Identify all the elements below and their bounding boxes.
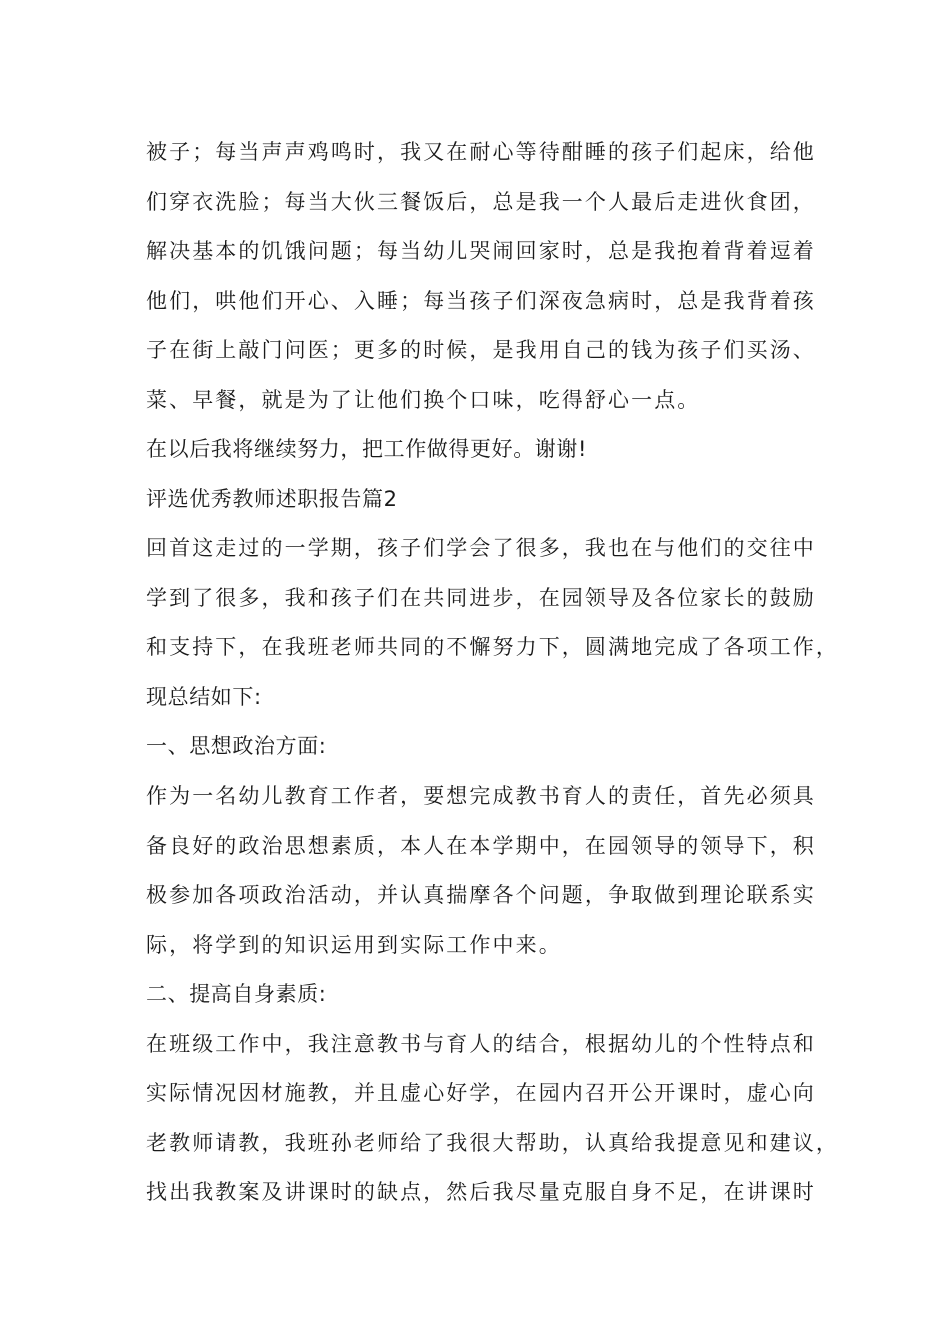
paragraph-line: 备良好的政治思想素质，本人在本学期中，在园领导的领导下，积 [146,834,816,858]
paragraph-line: 老教师请教，我班孙老师给了我很大帮助，认真给我提意见和建议， [146,1131,839,1155]
subsection-heading: 一、思想政治方面: [146,734,327,758]
paragraph-line: 和支持下，在我班老师共同的不懈努力下，圆满地完成了各项工作， [146,635,839,659]
section-heading: 评选优秀教师述职报告篇2 [146,487,398,511]
paragraph-line: 现总结如下: [146,685,262,709]
paragraph-line: 他们，哄他们开心、入睡；每当孩子们深夜急病时，总是我背着孩 [146,289,816,313]
paragraph-line: 学到了很多，我和孩子们在共同进步，在园领导及各位家长的鼓励 [146,586,816,610]
paragraph-line: 子在街上敲门问医；更多的时候，是我用自己的钱为孩子们买汤、 [146,338,816,362]
paragraph-line: 解决基本的饥饿问题；每当幼儿哭闹回家时，总是我抱着背着逗着 [146,239,816,263]
paragraph-line: 实际情况因材施教，并且虚心好学，在园内召开公开课时，虚心向 [146,1081,816,1105]
paragraph-line: 被子；每当声声鸡鸣时，我又在耐心等待酣睡的孩子们起床，给他 [146,140,816,164]
paragraph-line: 在以后我将继续努力，把工作做得更好。谢谢! [146,437,588,461]
paragraph-line: 际，将学到的知识运用到实际工作中来。 [146,933,562,957]
paragraph-line: 菜、早餐，就是为了让他们换个口味，吃得舒心一点。 [146,388,701,412]
paragraph-line: 找出我教案及讲课时的缺点，然后我尽量克服自身不足，在讲课时 [146,1180,816,1204]
paragraph-line: 极参加各项政治活动，并认真揣摩各个问题，争取做到理论联系实 [146,883,816,907]
paragraph-line: 作为一名幼儿教育工作者，要想完成教书育人的责任，首先必须具 [146,784,816,808]
paragraph-line: 们穿衣洗脸；每当大伙三餐饭后，总是我一个人最后走进伙食团， [146,190,816,214]
subsection-heading: 二、提高自身素质: [146,982,327,1006]
paragraph-line: 回首这走过的一学期，孩子们学会了很多，我也在与他们的交往中 [146,536,816,560]
paragraph-line: 在班级工作中，我注意教书与育人的结合，根据幼儿的个性特点和 [146,1032,816,1056]
